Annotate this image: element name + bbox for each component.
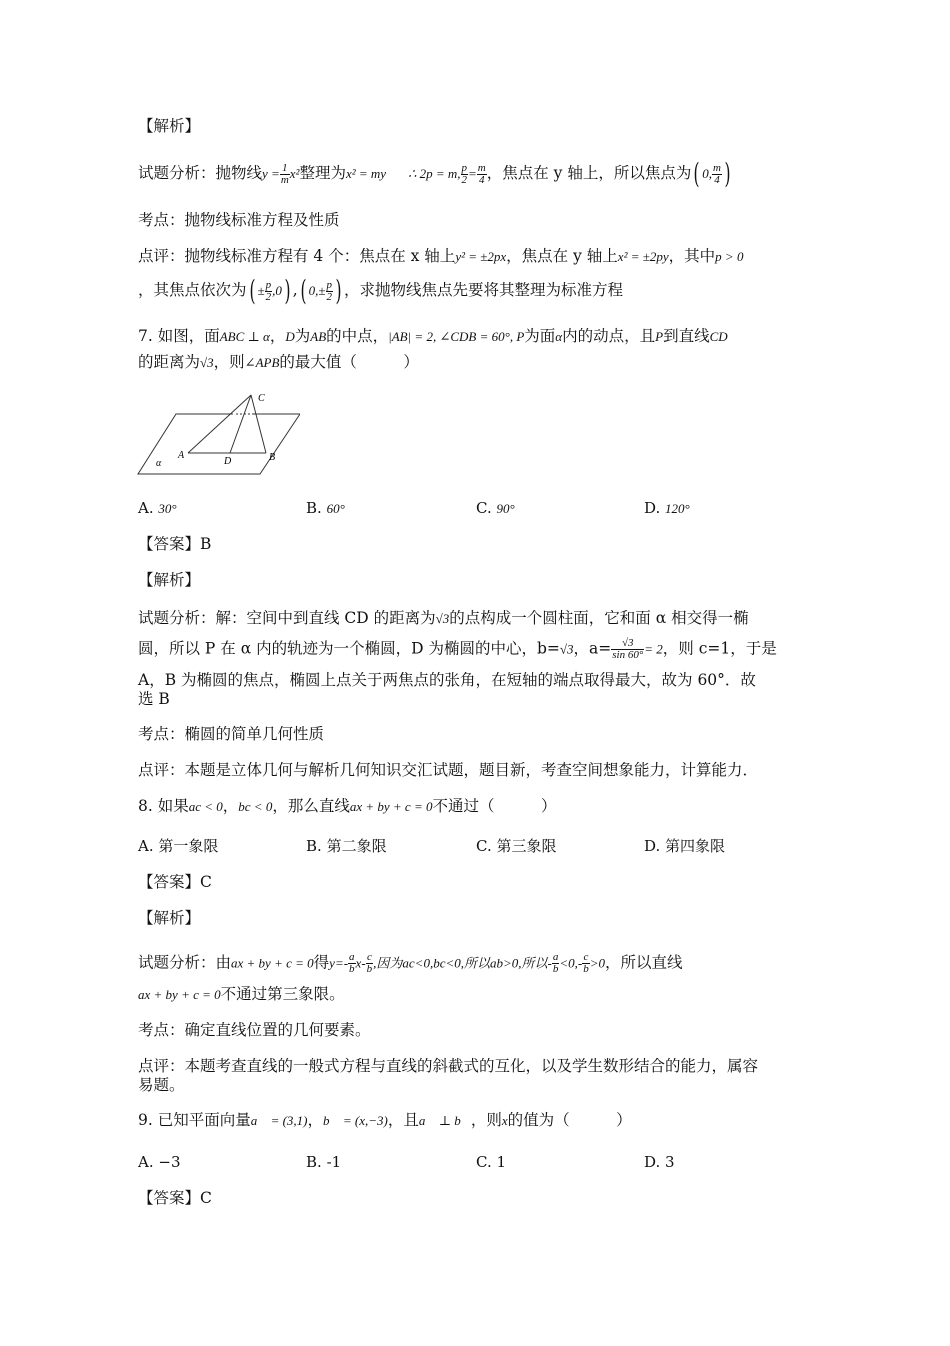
question-7-line2: 的距离为√3，则∠APB的最大值（ ）	[138, 353, 419, 371]
q8-option-b: B. 第二象限	[306, 837, 387, 855]
analysis-8-line2: ax + by + c = 0不通过第三象限。	[138, 985, 345, 1003]
fraction: $\frac{p}{2}$	[326, 278, 333, 303]
fraction: $\frac{c}{b}$	[366, 951, 373, 975]
analysis-7-line2: 圆，所以 P 在 α 内的轨迹为一个椭圆，D 为椭圆的中心，b=√3，a= $\frac{√3}{\sin 60^\circ}$ = 2，则 c=1，于是	[138, 637, 777, 661]
fraction: $\frac{p}{2}$	[265, 278, 272, 303]
label-c: C	[258, 393, 265, 404]
fraction: $\frac{1}{m}$	[280, 161, 289, 186]
q7-option-a: A. 30°	[138, 499, 177, 517]
q7-option-c: C. 90°	[476, 499, 515, 517]
q7-option-b: B. 60°	[306, 499, 345, 517]
analysis-heading-8: 【解析】	[138, 909, 201, 927]
key-point-7: 考点：椭圆的简单几何性质	[138, 725, 325, 743]
fraction: $\frac{m}{4}$	[713, 161, 721, 186]
comment-8-line1: 点评：本题考查直线的一般式方程与直线的斜截式的互化，以及学生数形结合的能力，属容	[138, 1057, 759, 1075]
analysis-8-line1: 试题分析：由ax + by + c = 0得y=- $\frac{a}{b}$ x- $\frac{c}{b}$ ,因为ac<0,bc<0,所以ab>0,所以- $\frac{a}{b}$ <0,- $\frac{c}{b}$ >0，所以直线	[138, 951, 683, 975]
q8-option-c: C. 第三象限	[476, 837, 557, 855]
fraction: $\frac{c}{b}$	[583, 951, 589, 975]
q8-option-d: D. 第四象限	[644, 837, 726, 855]
fraction: $\frac{p}{2}$	[461, 161, 467, 186]
fraction: $\frac{m}{4}$	[477, 161, 486, 186]
fraction: $\frac{a}{b}$	[552, 951, 559, 975]
key-point-6: 考点：抛物线标准方程及性质	[138, 211, 340, 229]
label-a: A	[178, 450, 185, 461]
label-d: D	[224, 456, 232, 467]
question-7-line1: 7. 如图，面ABC ⊥ α，D为AB的中点，|AB| = 2, ∠CDB = 60°, P为面α内的动点，且P到直线CD	[138, 327, 728, 345]
analysis-7-line4: 选 B	[138, 690, 170, 708]
answer-7: 【答案】B	[138, 535, 212, 553]
comment-6-line1: 点评：抛物线标准方程有 4 个：焦点在 x 轴上y² = ±2px，焦点在 y 轴上x² = ±2py，其中p > 0	[138, 247, 744, 265]
fraction: $\frac{a}{b}$	[349, 951, 355, 975]
q8-option-a: A. 第一象限	[138, 837, 219, 855]
answer-8: 【答案】C	[138, 873, 212, 891]
label-alpha: α	[156, 458, 162, 469]
q9-option-d: D. 3	[644, 1153, 675, 1171]
plane-alpha	[138, 414, 300, 474]
q9-option-c: C. 1	[476, 1153, 507, 1171]
answer-9: 【答案】C	[138, 1189, 212, 1207]
q7-option-d: D. 120°	[644, 499, 690, 517]
q9-option-b: B. -1	[306, 1153, 342, 1171]
analysis-7-line3: A，B 为椭圆的焦点，椭圆上点关于两焦点的张角，在短轴的端点取得最大，故为 60°．故	[138, 671, 756, 689]
edge-cd	[230, 395, 251, 453]
analysis-heading-7: 【解析】	[138, 571, 201, 589]
comment-6-line2: ，其焦点依次为( ± $\frac{p}{2}$ ,0) ,( 0,± $\frac{p}{2}$ ) ，求抛物线焦点先要将其整理为标准方程	[138, 274, 623, 307]
analysis-7-line1: 试题分析：解：空间中到直线 CD 的距离为√3的点构成一个圆柱面，它和面 α 相交得一椭	[138, 609, 749, 627]
analysis-heading: 【解析】	[138, 117, 201, 135]
label-b: B	[269, 452, 276, 463]
comment-7: 点评：本题是立体几何与解析几何知识交汇试题，题目新，考查空间想象能力，计算能力．	[138, 761, 759, 779]
edge-ca	[188, 395, 251, 453]
question-9: 9. 已知平面向量a⃗ = (3,1)，b⃗ = (x,−3)，且a⃗ ⊥ b⃗，则x的值为（ ）	[138, 1111, 632, 1129]
analysis-text-6: 试题分析：抛物线y = $\frac{1}{m}$ x²整理为x² = my ∴ 2p = m, $\frac{p}{2}$ = $\frac{m}{4}$ ，焦点在 y 轴上，所以焦点为( 0, $\frac{m}{4}$ )	[138, 157, 731, 190]
q9-option-a: A. −3	[138, 1153, 181, 1171]
question-8: 8. 如果ac < 0，bc < 0，那么直线ax + by + c = 0不通过（ ）	[138, 797, 557, 815]
key-point-8: 考点：确定直线位置的几何要素。	[138, 1021, 371, 1039]
fraction: $\frac{√3}{\sin 60^\circ}$	[612, 637, 644, 661]
comment-8-line2: 易题。	[138, 1076, 185, 1094]
geometry-figure	[136, 388, 300, 480]
